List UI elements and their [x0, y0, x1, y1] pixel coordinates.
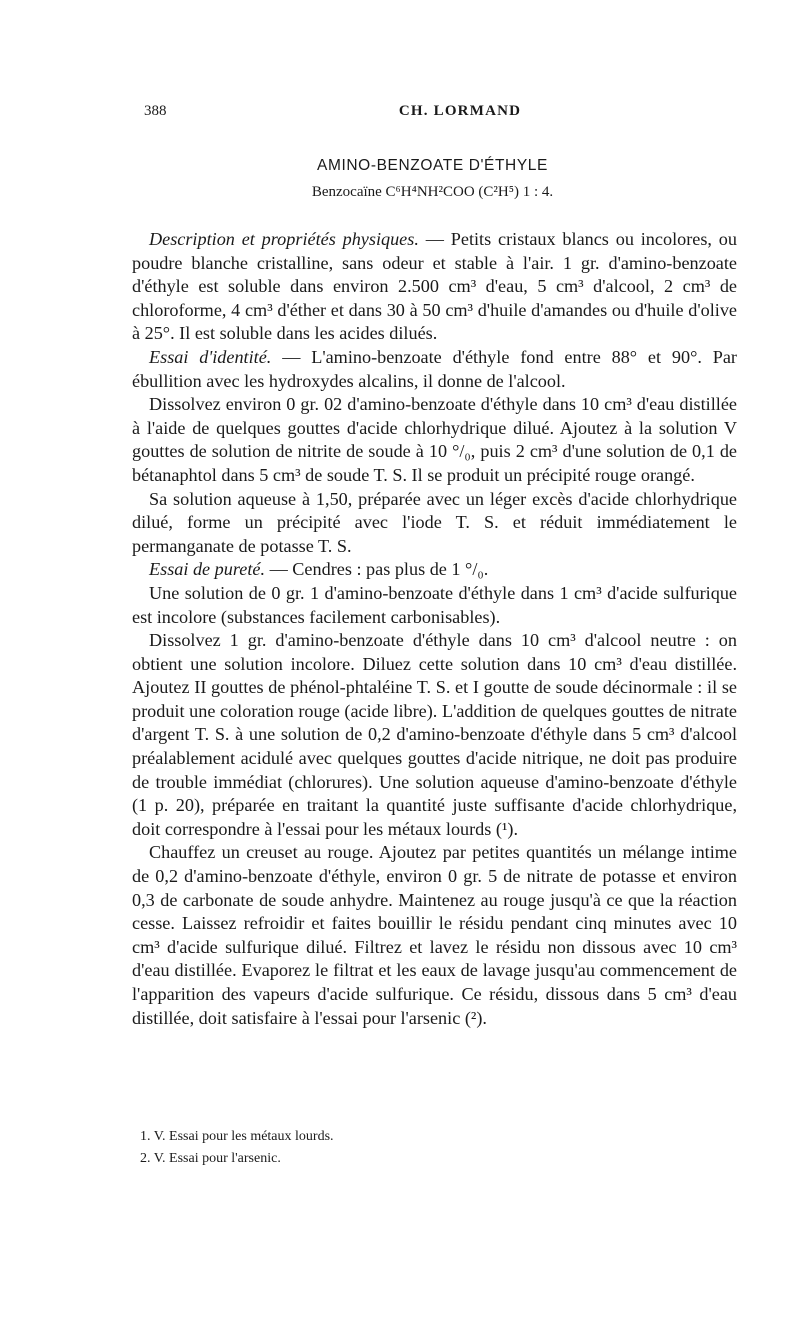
running-head: CH. LORMAND — [398, 103, 522, 119]
paragraph-crucible-test: Chauffez un creuset au rouge. Ajoutez par petites quantités un mélange intime de 0,2 d'amino-benzoate d'éthyle, environ 0 gr. 5 de nitrate de potasse et environ 0,3 de carbonate de soude anhydre. Maintenez au rouge jusqu'à ce que la réaction cesse. Laissez refroidir et faites bouillir le résidu pendant cinq minutes avec 10 cm³ d'acide sulfurique dilué. Filtrez et lavez le résidu non dissous avec 10 cm³ d'eau distillée. Evaporez le filtrat et les eaux de lavage jusqu'au commencement de l'apparition des vapeurs d'acide sulfurique. Ce résidu, dissous dans 5 cm³ d'eau distillée, doit satisfaire à l'essai pour l'arsenic (²). — [132, 842, 737, 1028]
paragraph-aqueous-solution: Sa solution aqueuse à 1,50, préparée avec un léger excès d'acide chlorhydrique dilué, forme un précipité avec l'iode T. S. et réduit immédiatement le permanganate de potasse T. S. — [132, 488, 737, 556]
paragraph-text: — Petits cristaux blancs ou incolores, ou poudre blanche cristalline, sans odeur et stable à l'air. 1 gr. d'amino-benzoate d'éthyle est soluble dans environ 2.500 cm³ d'eau, 5 cm³ d'alcool, 2 cm³ de chloroforme, 4 cm³ d'éther et dans 30 à 50 cm³ d'huile d'amandes ou d'huile d'olive à 25°. Il est soluble dans les acides dilués. — [132, 229, 737, 344]
page-number: 388 — [144, 103, 167, 119]
article-title: AMINO-BENZOATE D'ÉTHYLE — [317, 157, 548, 174]
footnote-2: 2. V. Essai pour l'arsenic. — [140, 1151, 281, 1166]
run-in-heading-description: Description et propriétés physiques. — [149, 229, 419, 249]
body-text — [132, 228, 737, 1030]
paragraph-text: — L'amino-benzoate d'éthyle fond entre 88° et 90°. Par ébullition avec les hydroxydes alcalins, il donne de l'alcool. — [132, 346, 737, 391]
page-header — [130, 103, 730, 127]
paragraph-sulfuric: Une solution de 0 gr. 1 d'amino-benzoate d'éthyle dans 1 cm³ d'acide sulfurique est incolore (substances facilement carbonisables). — [132, 582, 737, 627]
run-in-heading-identity: Essai d'identité. — [149, 346, 272, 367]
paragraph-identity — [132, 346, 737, 393]
paragraph-description — [132, 228, 737, 346]
paragraph-purity — [132, 558, 737, 582]
footnotes — [140, 1126, 730, 1170]
chemical-formula: Benzocaïne C⁶H⁴NH²COO (C²H⁵) 1 : 4. — [311, 184, 554, 200]
paragraph-dissolution: Dissolvez environ 0 gr. 02 d'amino-benzoate d'éthyle dans 10 cm³ d'eau distillée à l'aide de quelques gouttes d'acide chlorhydrique dilué. Ajoutez à la solution V gouttes de solution de nitrite de soude à 10 °/₀, puis 2 cm³ d'une solution de 0,1 de bétanaphtol dans 5 cm³ de soude T. S. Il se produit un précipité rouge orangé. — [132, 394, 737, 485]
paragraph-text: — Cendres : pas plus de 1 °/₀. — [265, 559, 489, 580]
paragraph-alcohol-test: Dissolvez 1 gr. d'amino-benzoate d'éthyle dans 10 cm³ d'alcool neutre : on obtient une solution incolore. Diluez cette solution dans 10 cm³ d'eau distillée. Ajoutez II gouttes de phénol-phtaléine T. S. et I goutte de soude décinormale : il se produit une coloration rouge (acide libre). L'addition de quelques gouttes de nitrate d'argent T. S. à une solution de 0,2 d'amino-benzoate d'éthyle dans 5 cm³ d'alcool préalablement acidulé avec quelques gouttes d'acide nitrique, ne doit pas produire de trouble immédiat (chlorures). Une solution aqueuse d'amino-benzoate d'éthyle (1 p. 20), préparée en traitant la quantité juste suffisante d'acide chlorhydrique, doit correspondre à l'essai pour les métaux lourds (¹). — [132, 630, 737, 839]
footnote-1: 1. V. Essai pour les métaux lourds. — [140, 1129, 334, 1144]
run-in-heading-purity: Essai de pureté. — [149, 559, 266, 580]
